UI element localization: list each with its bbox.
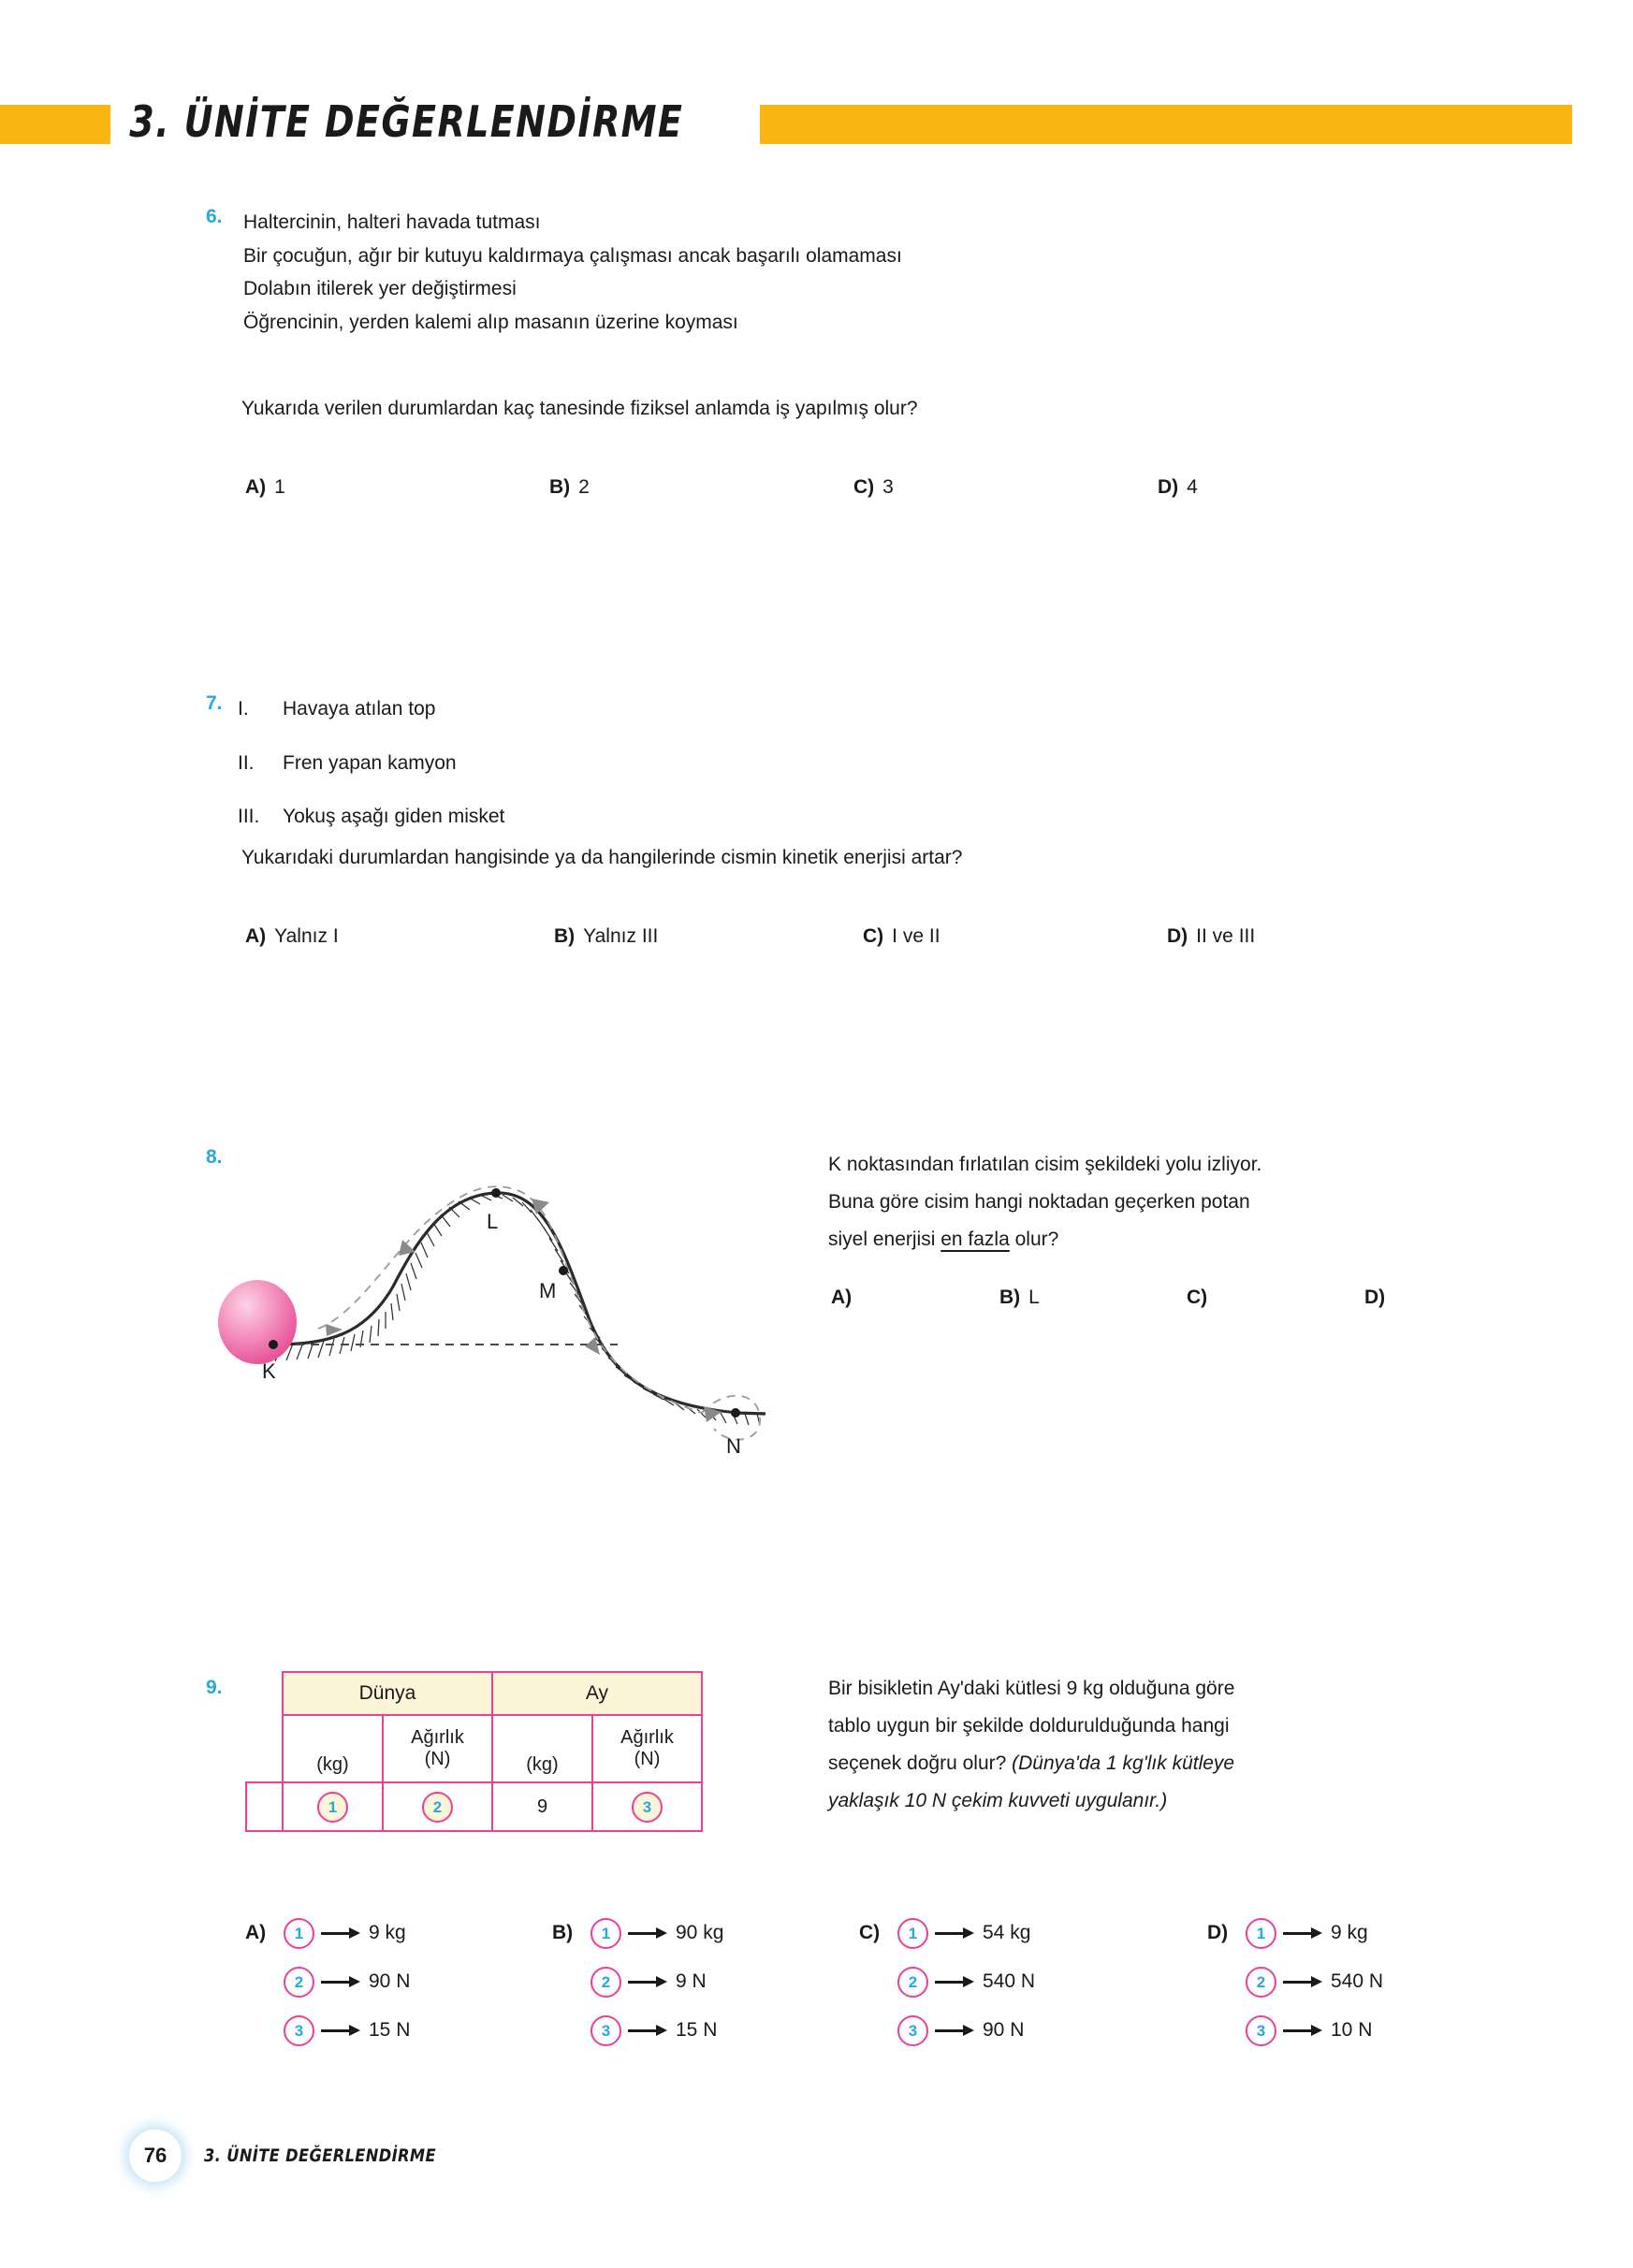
question-7-option-a[interactable] [245,925,554,948]
answer-value: 10 N [1331,2019,1373,2041]
question-7-item [238,800,504,834]
question-8-options [831,1287,1411,1309]
unit-top: Ağırlık [411,1727,464,1748]
header-bar-left [0,105,110,144]
answer-value: 540 N [983,1970,1036,1992]
circled-number-2: 2 [897,1967,928,1998]
answer-value: 90 kg [676,1922,724,1943]
question-9-line-2-wrap [828,1708,1451,1745]
track-curve [273,1193,739,1413]
arrow-icon [1283,2025,1324,2036]
option-letter: C) [853,476,875,498]
table-cell-dunya-agirlik [383,1782,492,1831]
table-unit-ay-kg: (kg) [492,1715,592,1782]
point-k-dot [269,1340,278,1349]
table-header-dunya: Dünya [283,1672,492,1715]
point-l-dot [491,1188,501,1198]
point-n-dot [731,1408,740,1418]
roman-label: II. [238,751,255,774]
footer-title: 3. ÜNİTE DEĞERLENDİRME [204,2145,436,2166]
table-cell-row-label [246,1782,283,1831]
answer-row [552,1957,723,2006]
question-8-option-b[interactable] [999,1287,1187,1309]
table-header-ay: Ay [492,1672,702,1715]
question-6-body [243,206,902,340]
point-m-dot [559,1266,568,1275]
circled-number-1: 1 [897,1918,928,1949]
question-9-note-part2: yaklaşık 10 N çekim kuvveti uygulanır.) [828,1789,1168,1811]
question-6-number: 6. [206,206,223,227]
question-6-option-d[interactable] [1158,476,1198,499]
option-text: 2 [578,476,590,498]
trajectory-dashed-path [318,1186,702,1413]
answer-value: 54 kg [983,1922,1031,1943]
roman-text: Havaya atılan top [283,698,436,720]
table-unit-ay-agirlik [592,1715,702,1782]
unit-bottom: (N) [424,1749,451,1769]
question-6-stem: Yukarıda verilen durumlardan kaç tanesinde fiziksel anlamda iş yapılmış olur? [241,398,918,419]
question-9-line-3 [828,1745,1451,1782]
table-cell-ay-agirlik [592,1782,702,1831]
answer-row [859,1957,1035,2006]
circled-number-3: 3 [284,2015,314,2046]
option-text: L [1028,1287,1040,1308]
question-7-stem: Yukarıdaki durumlardan hangisinde ya da hangilerinde cismin kinetik enerjisi artar? [241,847,963,868]
question-8-option-a[interactable] [831,1287,999,1309]
arrow-icon [1283,1927,1324,1939]
option-letter: D) [1207,1922,1229,1943]
arrow-icon [1283,1976,1324,1987]
question-7-number: 7. [206,692,223,714]
option-letter: D) [1158,476,1179,498]
answer-row [552,2006,723,2055]
circled-number-1: 1 [591,1918,621,1949]
option-letter: B) [549,476,571,498]
question-7-option-d[interactable] [1167,925,1255,948]
answer-value: 15 N [369,2019,411,2041]
question-6 [206,206,902,340]
answer-value: 9 kg [1331,1922,1368,1943]
arrow-icon [628,1927,669,1939]
roman-text: Fren yapan kamyon [283,751,457,774]
question-6-item: Haltercinin, halteri havada tutması [243,211,541,233]
unit-bottom: (N) [634,1749,661,1769]
arrow-icon [321,2025,362,2036]
question-9-option-c[interactable] [859,1909,1035,2055]
roman-label: III. [238,806,260,828]
answer-value: 540 N [1331,1970,1384,1992]
arrow-icon [935,1976,976,1987]
answer-row [245,1909,410,1957]
roman-text: Yokuş aşağı giden misket [283,806,505,828]
table-unit-blank [246,1715,283,1782]
circled-number-1: 1 [317,1792,348,1823]
question-7 [206,692,504,834]
table-corner-blank [246,1672,283,1715]
option-letter: A) [245,1922,267,1943]
circled-number-2: 2 [284,1967,314,1998]
option-text: Yalnız I [274,925,339,947]
answer-value: 9 kg [369,1922,406,1943]
arrow-icon [628,1976,669,1987]
answer-value: 90 N [369,1970,411,1992]
option-letter: C) [859,1922,881,1943]
question-6-item: Öğrencinin, yerden kalemi alıp masanın üzerine koyması [243,312,738,334]
question-7-options [245,925,1293,948]
arrow-icon [321,1927,362,1939]
page-title: 3. ÜNİTE DEĞERLENDİRME [129,96,684,147]
answer-row [245,1957,410,2006]
question-9-table [245,1671,703,1832]
answer-row [245,2006,410,2055]
circled-number-1: 1 [284,1918,314,1949]
table-unit-dunya-agirlik [383,1715,492,1782]
table-header-planets [246,1672,702,1715]
circled-number-1: 1 [1246,1918,1276,1949]
question-8-figure [215,1137,795,1511]
question-9-note-part1: (Dünya'da 1 kg'lık kütleye [1012,1752,1235,1774]
question-8-text [828,1146,1455,1258]
arrow-icon [628,2025,669,2036]
option-text: 4 [1187,476,1198,498]
question-9-number: 9. [206,1677,223,1698]
answer-row [1207,2006,1383,2055]
circled-number-3: 3 [591,2015,621,2046]
option-letter: D) [1167,925,1188,947]
question-7-option-c[interactable] [863,925,1167,948]
option-letter: C) [1187,1287,1208,1308]
option-letter: D) [1364,1287,1386,1308]
question-8-line3-a: siyel enerjisi [828,1228,941,1250]
table-header-units [246,1715,702,1782]
question-7-body [238,692,504,834]
question-6-item: Dolabın itilerek yer değiştirmesi [243,278,517,300]
answer-value: 15 N [676,2019,718,2041]
question-8-line3-b: olur? [1009,1228,1059,1250]
question-9-line-1: Bir bisikletin Ay'daki kütlesi 9 kg olduğuna göre [828,1678,1235,1699]
answer-value: 90 N [983,2019,1025,2041]
point-label-n: N [726,1434,741,1458]
answer-value: 9 N [676,1970,707,1992]
circled-number-2: 2 [422,1792,453,1823]
point-label-l: L [487,1210,499,1233]
page-footer [129,2130,448,2182]
circled-number-3: 3 [632,1792,663,1823]
unit-top: Ağırlık [620,1727,674,1748]
option-text: I ve II [892,925,940,947]
answer-row [552,1909,723,1957]
option-text: 3 [882,476,894,498]
question-9-option-b[interactable] [552,1909,723,2055]
header-bar-right [760,105,1572,144]
question-9-option-d[interactable] [1207,1909,1383,2055]
table-cell-ay-kg: 9 [492,1782,592,1831]
question-7-item [238,692,504,726]
answer-row [859,2006,1035,2055]
option-letter: B) [999,1287,1021,1308]
circled-number-3: 3 [1246,2015,1276,2046]
question-8-option-c[interactable] [1187,1287,1364,1309]
question-7-item [238,747,504,780]
arrow-icon [321,1976,362,1987]
arrow-icon [935,1927,976,1939]
question-9-line3-a: seçenek doğru olur? [828,1752,1013,1774]
answer-row [1207,1909,1383,1957]
question-9-text [828,1670,1451,1820]
roman-label: I. [238,698,249,720]
point-label-m: M [539,1279,557,1302]
page-header [0,96,1572,147]
question-8-line-2: Buna göre cisim hangi noktadan geçerken potan [828,1190,1250,1213]
answer-row [1207,1957,1383,2006]
question-8-line-3 [828,1221,1455,1258]
question-6-option-c[interactable] [853,476,1158,499]
circled-number-2: 2 [1246,1967,1276,1998]
option-letter: B) [554,925,576,947]
option-letter: B) [552,1922,574,1943]
question-8-emphasis: en fazla [940,1228,1010,1250]
option-letter: A) [831,1287,853,1308]
question-6-option-a[interactable] [245,476,549,499]
question-6-item: Bir çocuğun, ağır bir kutuyu kaldırmaya çalışması ancak başarılı olamaması [243,244,902,267]
option-letter: C) [863,925,884,947]
page-number: 76 [129,2130,182,2182]
question-8-number: 8. [206,1146,223,1168]
option-text: II ve III [1196,925,1256,947]
option-text: Yalnız III [583,925,659,947]
answer-row [859,1909,1035,1957]
question-9-line-2: tablo uygun bir şekilde doldurulduğunda hangi [828,1714,1230,1737]
ball [218,1280,297,1364]
question-7-option-b[interactable] [554,925,863,948]
option-text: 1 [274,476,285,498]
question-6-options [245,476,1265,499]
question-6-option-b[interactable] [549,476,853,499]
question-8-option-d[interactable] [1364,1287,1393,1309]
table-row [246,1782,702,1831]
point-label-k: K [262,1359,276,1383]
question-9-option-a[interactable] [245,1909,410,2055]
circled-number-3: 3 [897,2015,928,2046]
trajectory-arrows [326,1199,722,1422]
option-letter: A) [245,476,267,498]
table-unit-dunya-kg: (kg) [283,1715,383,1782]
question-8-line-1: K noktasından fırlatılan cisim şekildeki yolu izliyor. [828,1154,1262,1175]
arrow-icon [935,2025,976,2036]
circled-number-2: 2 [591,1967,621,1998]
option-letter: A) [245,925,267,947]
table-cell-dunya-kg [283,1782,383,1831]
